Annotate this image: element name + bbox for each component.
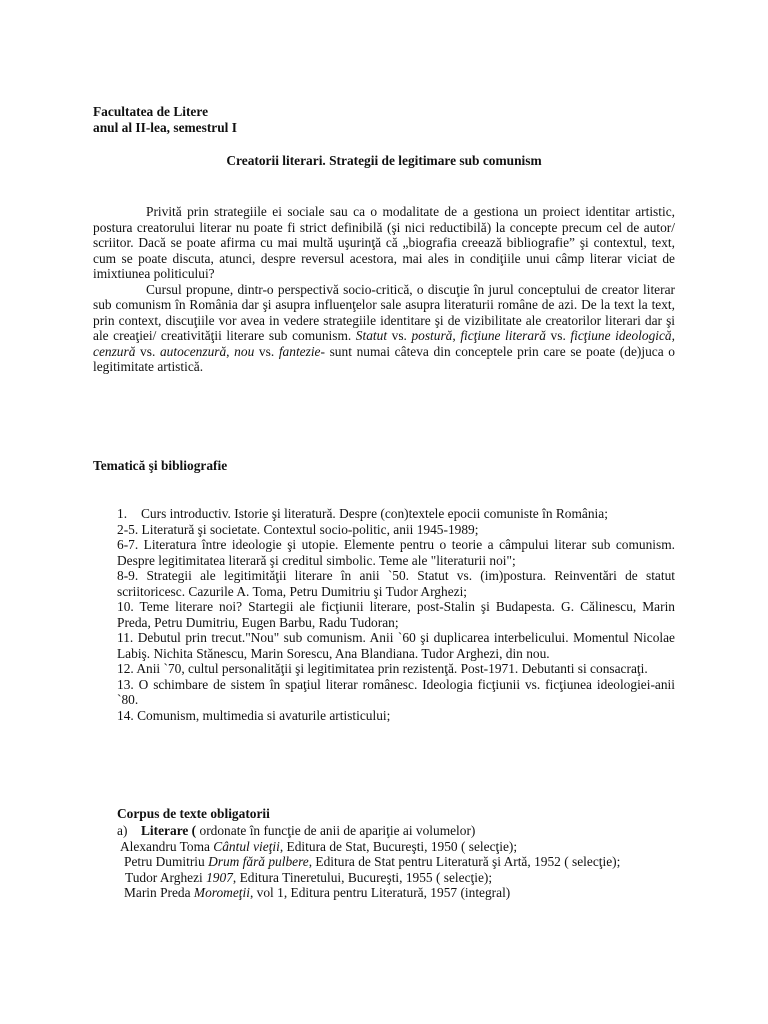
topic-item: 13. O schimbare de sistem în spaţiul literar românesc. Ideologia ficţiunii vs. ficţiunea ideologiei-anii `80. <box>117 676 675 707</box>
section-heading: Tematică şi bibliografie <box>93 458 228 473</box>
bibliography-entry: Petru Dumitriu Drum fără pulbere, Editura de Stat pentru Literatură şi Artă, 1952 ( selecţie); <box>124 854 621 869</box>
topic-item: 14. Comunism, multimedia si avaturile artisticului; <box>117 707 391 723</box>
topic-item: 11. Debutul prin trecut."Nou" sub comunism. Anii `60 şi duplicarea interbelicului. Momentul Nicolae Labiş. Nichita Stănescu, Marin Sorescu, Ana Blandiana. Tudor Arghezi, din nou. <box>117 630 675 661</box>
corpus-subheading: a) Literare ( ordonate în funcţie de anii de apariţie ai volumelor) <box>117 823 476 838</box>
topic-item: 1. Curs introductiv. Istorie şi literatură. Despre (con)textele epocii comuniste în România; <box>117 506 608 521</box>
course-header <box>93 104 693 135</box>
intro-paragraph-2: Cursul propune, dintr-o perspectivă socio-critică, o discuţie în jurul conceptului de creator literar sub comunism în România dar şi asupra influenţelor sale asupra literaturii române de azi. De la text la text, prin context, discuţiile vor avea in vedere strategiile identitare şi de vizibilitate ale creatorilor literari dar şi ale creaţiei/ creativităţii literare sub comunism. Statut vs. postură, ficţiune literară vs. ficţiune ideologică, cenzură vs. autocenzură, nou vs. fantezie- sunt numai câteva din conceptele prin care se poate (de)juca o legitimitate artistică. <box>93 281 676 374</box>
corpus-heading: Corpus de texte obligatorii <box>117 806 270 821</box>
topic-item: 2-5. Literatură şi societate. Contextul socio-politic, anii 1945-1989; <box>117 521 479 537</box>
corpus-list <box>117 823 675 901</box>
intro-section <box>93 204 675 375</box>
bibliography-entry: Tudor Arghezi 1907, Editura Tineretului, Bucureşti, 1955 ( selecţie); <box>125 869 493 885</box>
course-year: anul al II-lea, semestrul I <box>93 119 237 135</box>
bibliography-entry: Alexandru Toma Cântul vieţii, Editura de Stat, Bucureşti, 1950 ( selecţie); <box>120 838 518 854</box>
bibliography-entry: Marin Preda Moromeţii, vol 1, Editura pentru Literatură, 1957 (integral) <box>124 885 511 900</box>
document-title: Creatorii literari. Strategii de legitimare sub comunism <box>226 153 542 168</box>
topic-item: 8-9. Strategii ale legitimităţii literare în anii `50. Statut vs. (im)postura. Reinventări de statut scriitoricesc. Cazurile A. Toma, Petru Dumitriu şi Tudor Arghezi; <box>117 568 675 599</box>
topic-item: 6-7. Literatura între ideologie şi utopie. Elemente pentru o teorie a câmpului literar sub comunism. Despre legitimitatea literară şi creditul simbolic. Teme ale "literaturii noi"; <box>117 537 675 568</box>
faculty-name: Facultatea de Litere <box>93 104 209 119</box>
topic-item: 12. Anii `70, cultul personalităţii şi legitimitatea prin rezistenţă. Post-1971. Debutanti si consacraţi. <box>117 661 648 676</box>
intro-paragraph-1: Privită prin strategiile ei sociale sau ca o modalitate de a gestiona un proiect identitar artistic, postura creatorului literar nu poate fi strict definibilă (şi nici reductibilă) la concepte precum cel de autor/ scriitor. Dacă se poate afirma cu mai multă uşurinţă că „biografia creează bibliografie” şi contextul, text, cum se poate discuta, atunci, despre reversul acestora, mai ales in condiţiile unui câmp literar viciat de imixtiunea politicului? <box>93 204 675 281</box>
topic-item: 10. Teme literare noi? Startegii ale ficţiunii literare, post-Stalin şi Budapesta. G. Călinescu, Marin Preda, Petru Dumitriu, Eugen Barbu, Radu Tudoran; <box>117 599 675 630</box>
topic-list <box>117 506 675 723</box>
